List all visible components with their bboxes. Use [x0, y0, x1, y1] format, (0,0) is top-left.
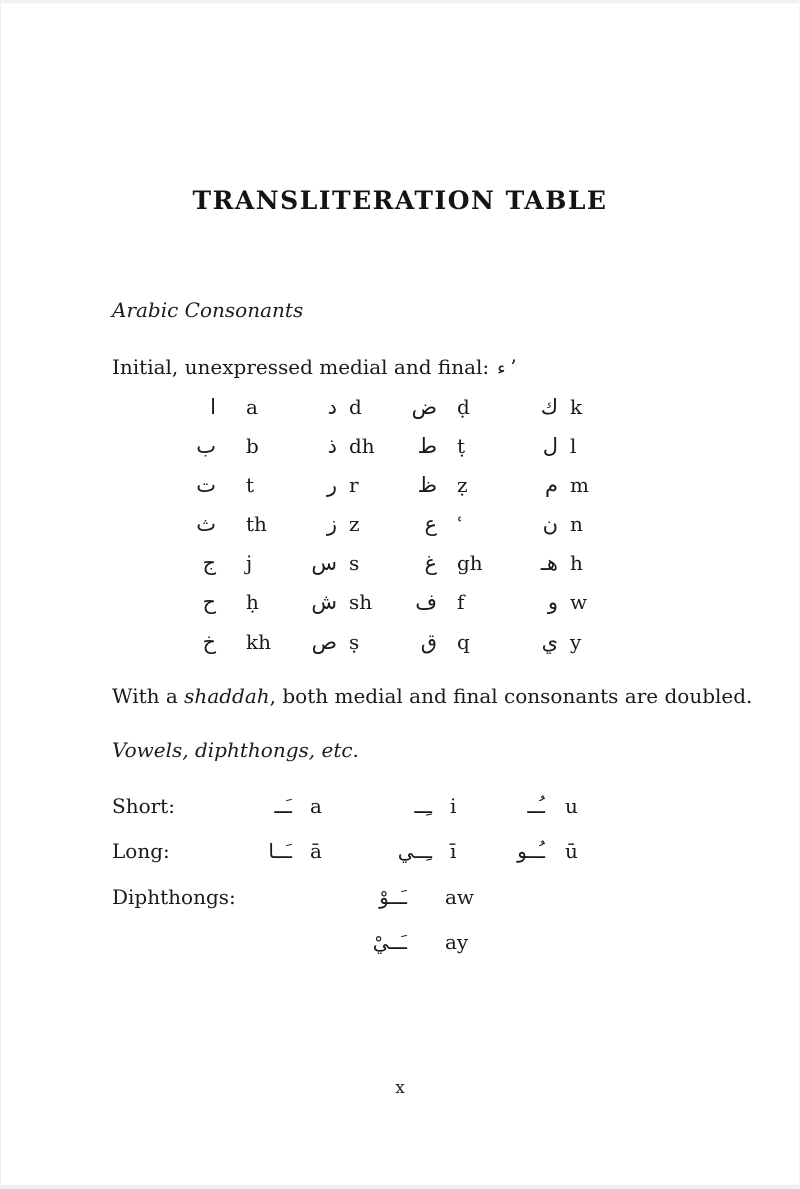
arabic-letter: ق [420, 629, 437, 654]
vowel-row-diphthong-ay [0, 920, 800, 965]
latin-translit: z [349, 512, 360, 537]
latin-translit: k [570, 395, 583, 419]
latin-translit: ay [445, 929, 469, 954]
latin-translit: kh [246, 629, 271, 654]
arabic-letter: ح [202, 590, 216, 615]
arabic-letter: ت [196, 473, 216, 498]
consonant-row [0, 544, 800, 583]
arabic-vowel-sign: ـُــو [517, 839, 545, 864]
vowel-row-long [0, 829, 800, 874]
arabic-letter: ن [542, 512, 558, 537]
latin-translit: th [246, 512, 267, 537]
latin-translit: dh [349, 434, 375, 459]
latin-translit: ū [565, 839, 578, 864]
arabic-letter: ل [542, 434, 558, 459]
latin-translit: b [246, 434, 259, 459]
note-prefix: With a [112, 684, 185, 708]
latin-translit: u [565, 794, 578, 818]
arabic-letter: هـ [540, 551, 558, 576]
latin-translit: y [570, 629, 582, 654]
latin-translit: ḍ [457, 395, 470, 419]
row-label: Short: [112, 794, 175, 818]
arabic-letter: د [327, 395, 337, 419]
page-title: TRANSLITERATION TABLE [192, 186, 608, 215]
latin-translit: ẓ [457, 473, 468, 498]
latin-translit: ī [450, 839, 457, 864]
note-suffix: , both medial and final consonants are doubled. [269, 684, 753, 708]
latin-translit: f [457, 590, 465, 615]
consonant-row [0, 505, 800, 544]
arabic-letter: غ [424, 551, 437, 576]
latin-translit: ṣ [349, 629, 360, 654]
arabic-vowel-sign: ـَــوْ [379, 884, 407, 909]
arabic-letter: ا [210, 395, 216, 419]
arabic-letter: ش [311, 590, 337, 615]
latin-translit: q [457, 629, 470, 654]
page-edge-top [0, 0, 800, 4]
note-term: shaddah [184, 684, 270, 708]
arabic-vowel-sign: ـَــيْ [372, 929, 407, 954]
consonants-intro [112, 354, 516, 382]
vowel-row-short [0, 784, 800, 829]
arabic-vowel-sign: ـَــ [274, 794, 292, 818]
latin-translit: j [246, 551, 253, 576]
latin-translit: n [570, 512, 583, 537]
arabic-vowel-sign: ـِــ [414, 794, 432, 818]
arabic-letter: ف [415, 590, 437, 615]
page-number: x [395, 1078, 405, 1098]
vowel-table [0, 784, 800, 965]
consonants-heading: Arabic Consonants [112, 298, 304, 322]
latin-translit: a [310, 794, 322, 818]
arabic-letter: ب [196, 434, 216, 459]
arabic-letter: ر [326, 473, 337, 498]
arabic-letter: ج [202, 551, 216, 576]
latin-translit: a [246, 395, 258, 419]
latin-translit: ʿ [457, 512, 464, 537]
arabic-letter: ظ [417, 473, 437, 498]
row-label: Diphthongs: [112, 884, 236, 909]
latin-translit: sh [349, 590, 373, 615]
arabic-letter: ي [541, 629, 558, 654]
hamza-translit: ʼ [509, 355, 516, 379]
consonant-row [0, 583, 800, 622]
hamza-glyph: ء [497, 358, 506, 379]
latin-translit: gh [457, 551, 483, 576]
arabic-vowel-sign: ـِــي [397, 839, 432, 864]
arabic-letter: ع [424, 512, 437, 537]
arabic-letter: م [544, 473, 558, 498]
arabic-letter: و [547, 590, 558, 615]
arabic-letter: ص [311, 629, 337, 654]
page-edge-bottom [0, 1184, 800, 1189]
latin-translit: m [570, 473, 589, 498]
arabic-letter: ث [196, 512, 216, 537]
consonant-row [0, 466, 800, 505]
consonant-row [0, 388, 800, 427]
consonant-row [0, 623, 800, 662]
latin-translit: ā [310, 839, 322, 864]
consonant-table [0, 388, 800, 662]
vowels-heading: Vowels, diphthongs, etc. [112, 738, 359, 762]
arabic-letter: ض [411, 395, 437, 419]
latin-translit: d [349, 395, 362, 419]
latin-translit: aw [445, 884, 475, 909]
latin-translit: s [349, 551, 360, 576]
latin-translit: t [246, 473, 255, 498]
latin-translit: i [450, 794, 457, 818]
vowel-row-diphthong-aw [0, 875, 800, 920]
intro-text: Initial, unexpressed medial and final: [112, 355, 490, 379]
consonant-row [0, 427, 800, 466]
arabic-letter: ط [417, 434, 437, 459]
arabic-letter: ذ [327, 434, 337, 459]
latin-translit: w [570, 590, 588, 615]
arabic-vowel-sign: ـُــ [527, 794, 545, 818]
arabic-letter: ك [540, 395, 558, 419]
latin-translit: ṭ [457, 434, 466, 459]
latin-translit: l [570, 434, 577, 459]
latin-translit: ḥ [246, 590, 259, 615]
arabic-vowel-sign: ـَــا [268, 839, 292, 864]
arabic-letter: س [311, 551, 337, 576]
shaddah-note [112, 684, 752, 708]
arabic-letter: ز [326, 512, 337, 537]
row-label: Long: [112, 839, 170, 864]
arabic-letter: خ [202, 629, 216, 654]
latin-translit: r [349, 473, 359, 498]
latin-translit: h [570, 551, 583, 576]
